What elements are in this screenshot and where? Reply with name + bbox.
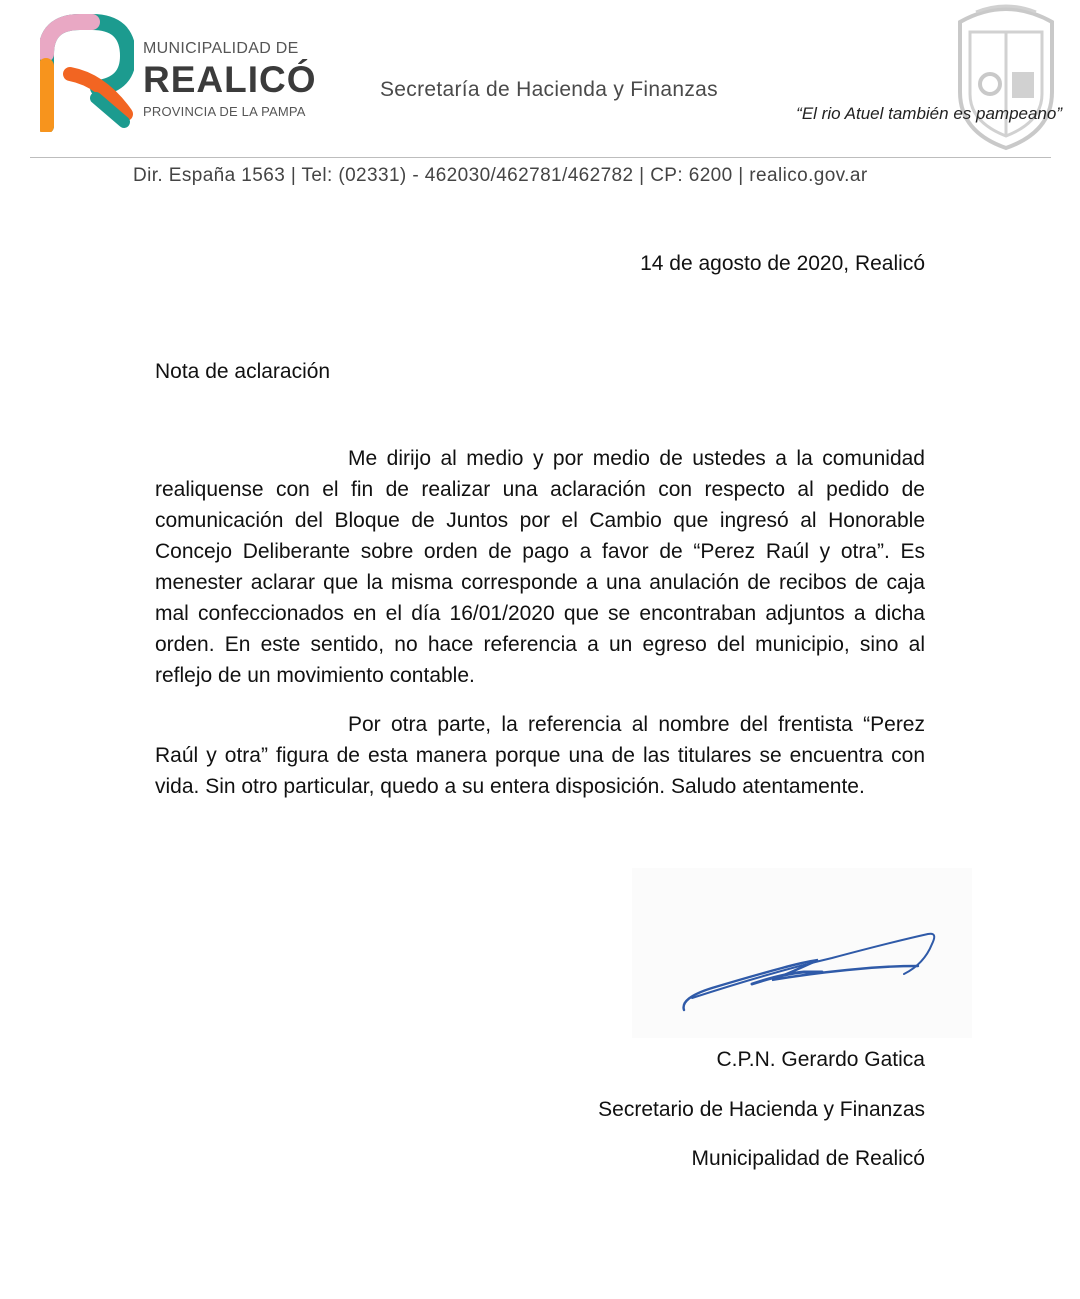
contact-line: Dir. España 1563 | Tel: (02331) - 462030/462781/462782 | CP: 6200 | realico.gov.ar xyxy=(133,165,868,186)
letter-paragraph: Por otra parte, la referencia al nombre del frentista “Perez Raúl y otra” figura de esta manera porque una de las titulares se encuentra con vida. Sin otro particular, quedo a su entera disposición. Saludo atentamente. xyxy=(155,713,925,798)
signatory-name: C.P.N. Gerardo Gatica xyxy=(716,1048,925,1071)
logo-main-name: REALICÓ xyxy=(143,59,317,100)
signatory-organization: Municipalidad de Realicó xyxy=(691,1147,925,1170)
letter-paragraph: Me dirijo al medio y por medio de ustedes a la comunidad realiquense con el fin de realizar una aclaración con respecto al pedido de comunicación del Bloque de Juntos por el Cambio que ingresó al Honorable Concejo Deliberante sobre orden de pago a favor de “Perez Raúl y otra”. Es menester aclarar que la misma corresponde a una anulación de recibos de caja mal confeccionados en el día 16/01/2020 que se encontraban adjuntos a dicha orden. En este sentido, no hace referencia a un egreso del municipio, sino al reflejo de un movimiento contable. xyxy=(155,447,925,687)
motto: “El rio Atuel también es pampeano” xyxy=(796,104,1062,123)
logo-bottom-line: PROVINCIA DE LA PAMPA xyxy=(143,104,306,119)
realico-logo-icon xyxy=(40,14,134,132)
letter-subject: Nota de aclaración xyxy=(155,360,331,383)
letter-date: 14 de agosto de 2020, Realicó xyxy=(640,252,925,275)
coat-of-arms-icon xyxy=(950,2,1062,154)
logo-wordmark xyxy=(143,40,343,120)
logo-top-line: MUNICIPALIDAD DE xyxy=(143,40,299,57)
department-name: Secretaría de Hacienda y Finanzas xyxy=(380,78,718,101)
handwritten-signature xyxy=(632,868,972,1038)
header-divider xyxy=(30,157,1051,158)
signatory-role: Secretario de Hacienda y Finanzas xyxy=(598,1098,925,1121)
